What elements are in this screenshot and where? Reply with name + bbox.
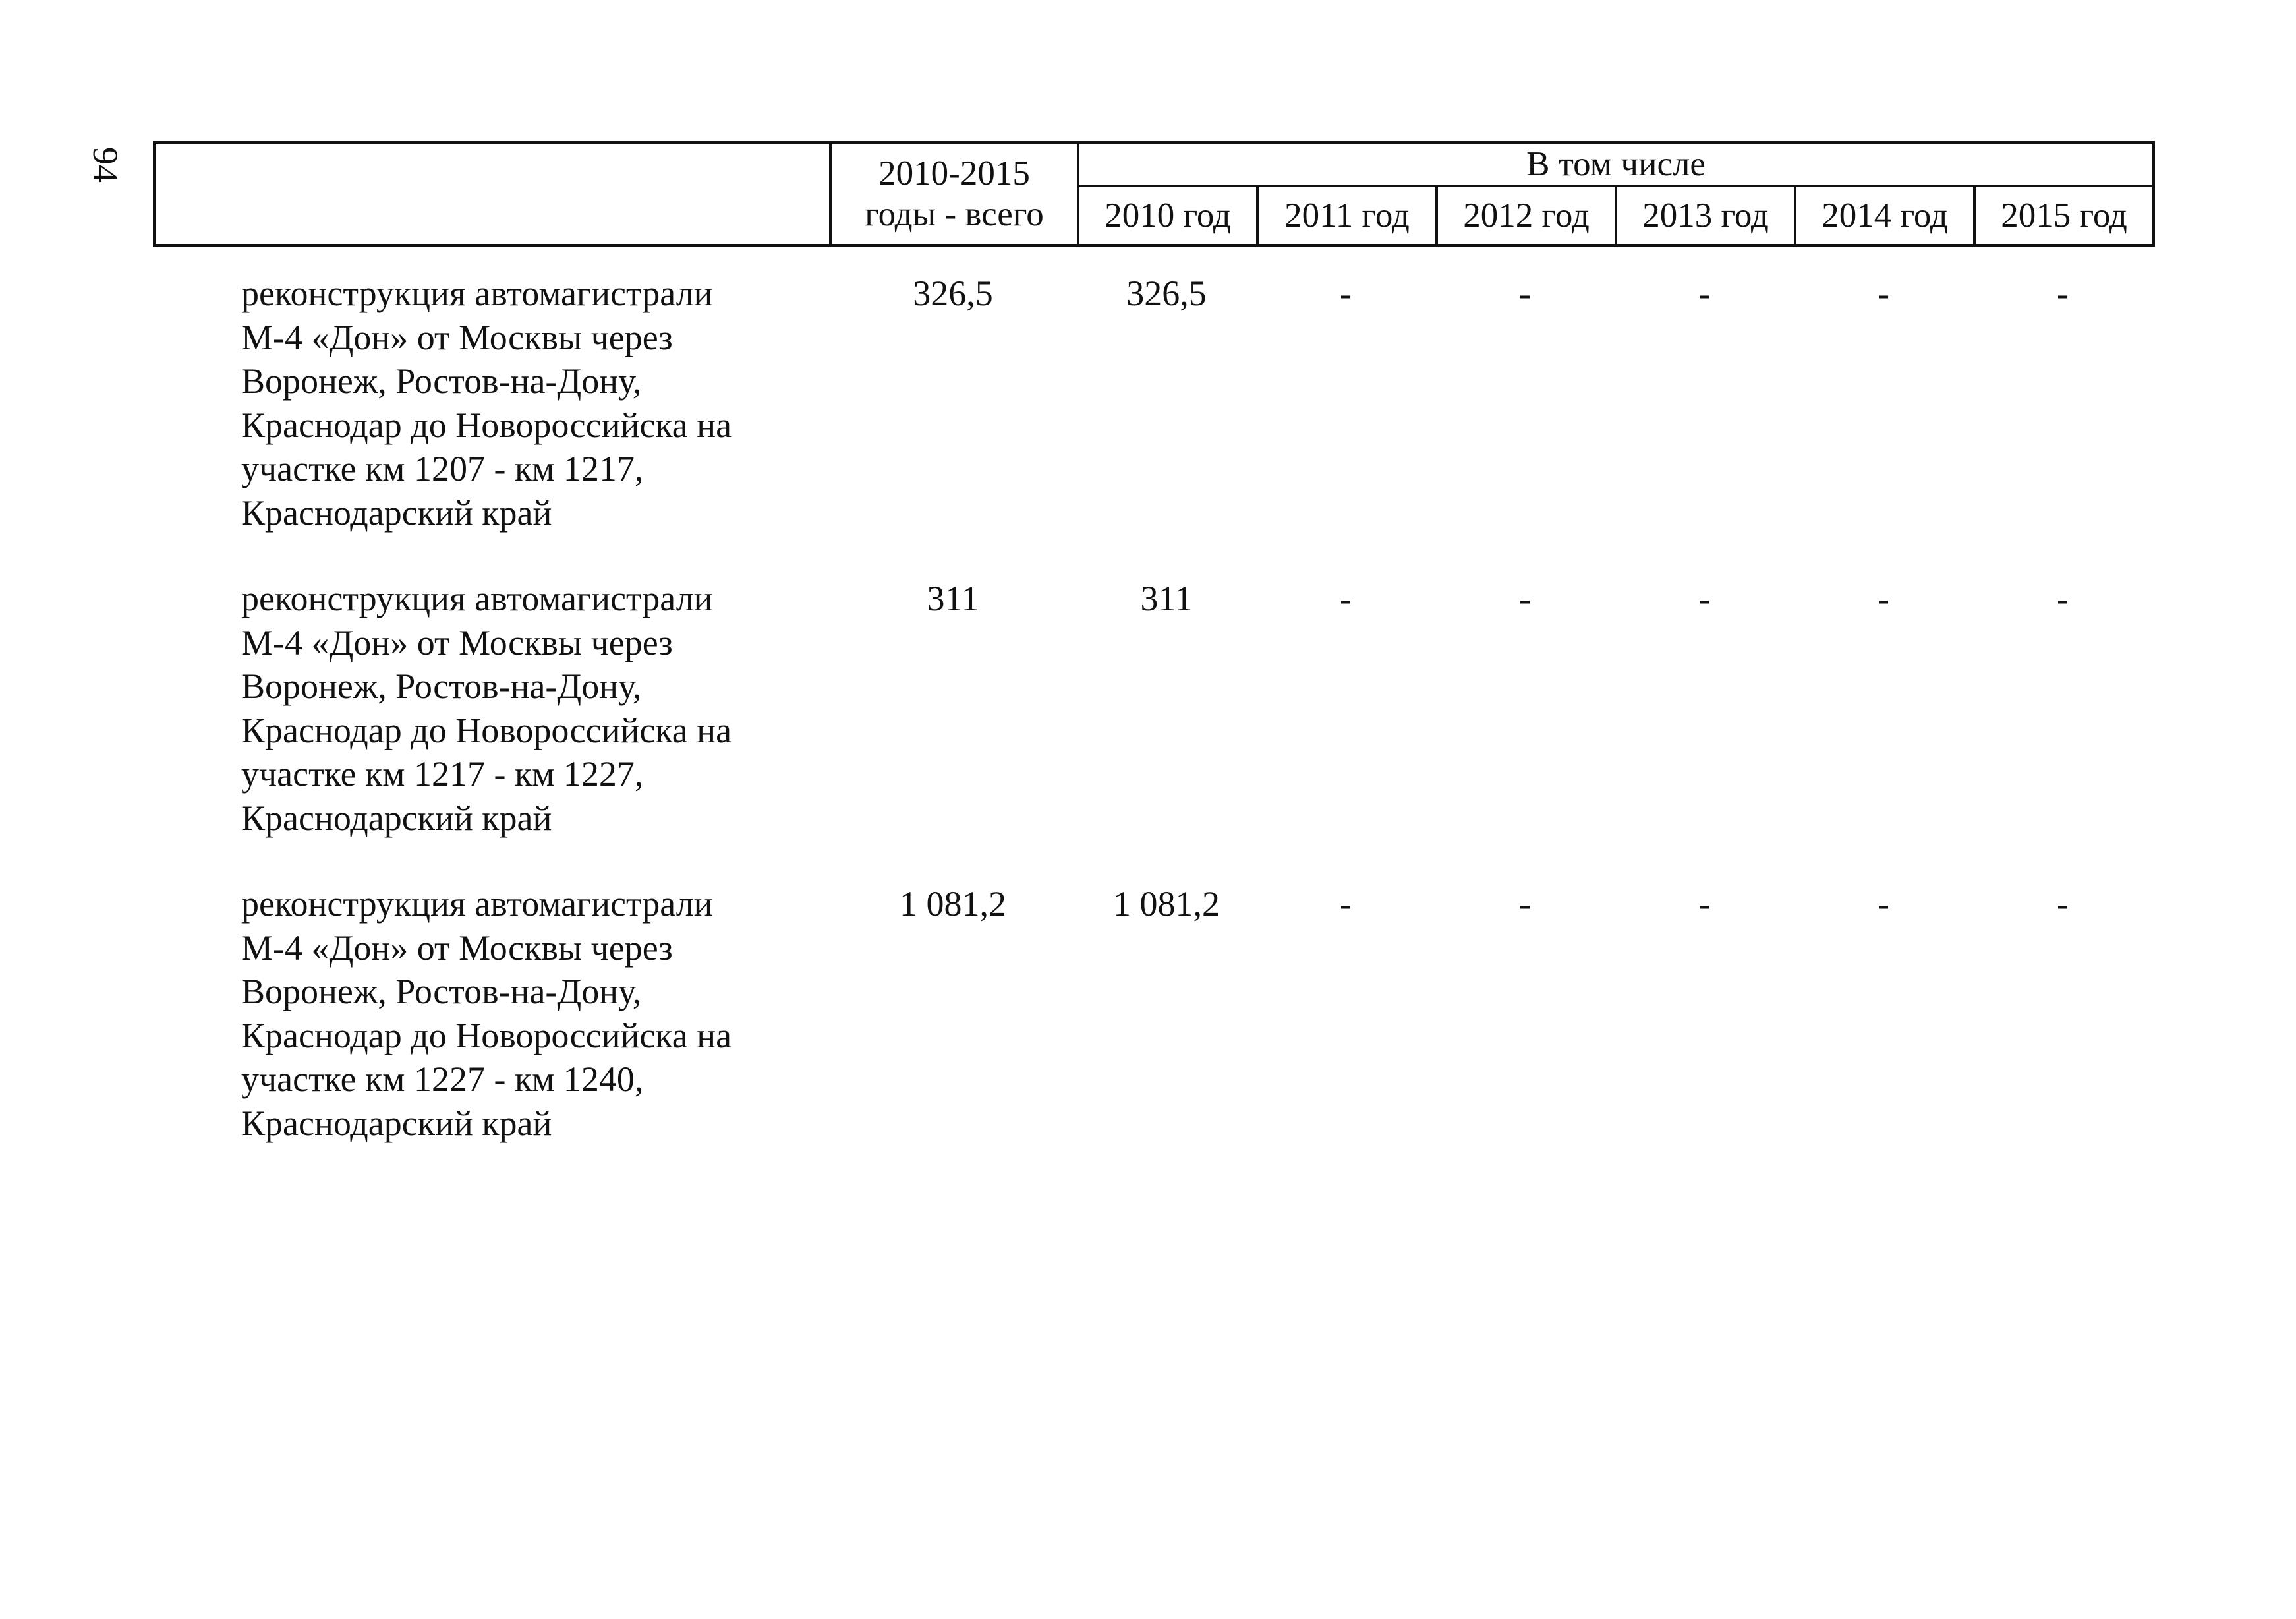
row-name-line: Краснодарский край: [241, 798, 552, 838]
row-value-2015: -: [2057, 884, 2069, 924]
header-group-label: В том числе: [1078, 142, 2154, 186]
row-name: [241, 272, 834, 535]
row-value-2014: -: [1878, 274, 1889, 313]
row-value-2013: -: [1698, 884, 1710, 924]
header-year-2011: 2011 год: [1257, 186, 1437, 245]
row-value-2012: -: [1519, 884, 1531, 924]
row-name: [241, 577, 834, 840]
row-name-line: М-4 «Дон» от Москвы через: [241, 927, 673, 968]
row-name-line: Краснодар до Новороссийска на: [241, 405, 732, 445]
header-name-cell: [154, 142, 830, 245]
row-value-2013: -: [1698, 274, 1710, 313]
row-value-2011: -: [1340, 274, 1352, 313]
header-total-cell: [830, 142, 1078, 245]
header-year-2015: 2015 год: [1974, 186, 2154, 245]
table-header: [153, 141, 2155, 247]
row-value-2011: -: [1340, 884, 1352, 924]
row-name-line: реконструкция автомагистрали: [241, 579, 713, 618]
row-name-line: Краснодарский край: [241, 492, 552, 533]
row-name: [241, 882, 834, 1145]
row-total: 1 081,2: [900, 884, 1006, 924]
header-year-2014: 2014 год: [1795, 186, 1974, 245]
row-name-line: реконструкция автомагистрали: [241, 274, 713, 313]
row-name-line: Воронеж, Ростов-на-Дону,: [241, 361, 642, 401]
row-name-line: участке км 1227 - км 1240,: [241, 1059, 644, 1099]
row-total: 326,5: [913, 274, 993, 313]
row-name-line: Воронеж, Ростов-на-Дону,: [241, 666, 642, 706]
row-name-line: реконструкция автомагистрали: [241, 884, 713, 924]
row-value-2014: -: [1878, 884, 1889, 924]
header-year-2012: 2012 год: [1437, 186, 1616, 245]
page-number: 94: [86, 147, 125, 183]
row-name-line: Краснодар до Новороссийска на: [241, 1015, 732, 1055]
row-value-2010: 311: [1140, 579, 1193, 618]
row-value-2012: -: [1519, 274, 1531, 313]
row-name-line: участке км 1207 - км 1217,: [241, 449, 644, 488]
row-value-2010: 326,5: [1126, 274, 1207, 313]
row-value-2011: -: [1340, 579, 1352, 618]
row-name-line: Краснодар до Новороссийска на: [241, 710, 732, 750]
row-value-2015: -: [2057, 579, 2069, 618]
row-name-line: М-4 «Дон» от Москвы через: [241, 317, 673, 357]
row-value-2014: -: [1878, 579, 1889, 618]
row-name-line: участке км 1217 - км 1227,: [241, 754, 644, 794]
header-year-2010: 2010 год: [1078, 186, 1257, 245]
row-value-2010: 1 081,2: [1113, 884, 1220, 924]
row-total: 311: [927, 579, 979, 618]
row-value-2015: -: [2057, 274, 2069, 313]
row-value-2012: -: [1519, 579, 1531, 618]
row-name-line: М-4 «Дон» от Москвы через: [241, 622, 673, 662]
row-value-2013: -: [1698, 579, 1710, 618]
header-total-line1: 2010-2015: [878, 154, 1030, 192]
row-name-line: Краснодарский край: [241, 1103, 552, 1143]
header-year-2013: 2013 год: [1616, 186, 1795, 245]
header-total-line2: годы - всего: [865, 195, 1044, 233]
row-name-line: Воронеж, Ростов-на-Дону,: [241, 972, 642, 1011]
